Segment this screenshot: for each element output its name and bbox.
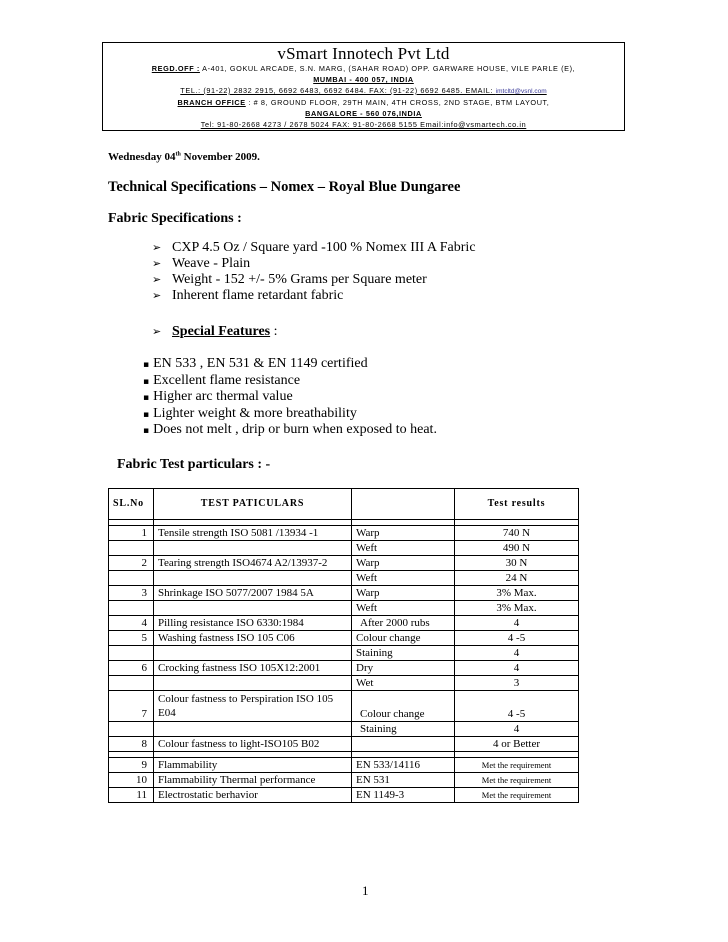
list-item: ▪ Higher arc thermal value bbox=[143, 389, 293, 404]
list-item: ➢ CXP 4.5 Oz / Square yard -100 % Nomex III A Fabric bbox=[152, 240, 476, 255]
arrow-bullet-icon: ➢ bbox=[152, 273, 162, 286]
square-bullet-icon: ▪ bbox=[143, 360, 150, 370]
header-result: Test results bbox=[455, 489, 579, 520]
special-features-label: Special Features bbox=[172, 324, 271, 339]
list-item: ▪ Does not melt , drip or burn when exposed to heat. bbox=[143, 422, 437, 437]
fabric-test-heading: Fabric Test particulars : - bbox=[117, 457, 271, 472]
branch-city: BANGALORE - 560 076,INDIA bbox=[305, 109, 422, 118]
branch-label: BRANCH OFFICE bbox=[177, 98, 246, 107]
letterhead bbox=[102, 42, 625, 131]
regd-label: REGD.OFF : bbox=[151, 64, 200, 73]
table-row: 3 Shrinkage ISO 5077/2007 1984 5A Warp 3% Max. bbox=[109, 586, 579, 601]
table-row: 4 Pilling resistance ISO 6330:1984 After 2000 rubs 4 bbox=[109, 616, 579, 631]
fabric-specs-list bbox=[152, 240, 476, 304]
square-bullet-icon: ▪ bbox=[143, 376, 150, 387]
branch-contact-line bbox=[103, 119, 624, 130]
fabric-test-table bbox=[108, 488, 579, 803]
table-row: 7 Colour fastness to Perspiration ISO 105 E04 Colour change 4 -5 bbox=[109, 691, 579, 722]
table-row: 9 Flammability EN 533/14116 Met the requirement bbox=[109, 758, 579, 773]
special-features-heading: ➢ Special Features : bbox=[152, 324, 278, 339]
tel-line bbox=[103, 85, 624, 97]
table-row: 8 Colour fastness to light-ISO105 B02 4 or Better bbox=[109, 737, 579, 752]
branch-address: : # 8, GROUND FLOOR, 29TH MAIN, 4TH CROSS, 2ND STAGE, BTM LAYOUT, bbox=[245, 98, 550, 107]
arrow-bullet-icon: ➢ bbox=[152, 241, 162, 254]
date-sup: th bbox=[175, 151, 181, 158]
table-row: Weft 3% Max. bbox=[109, 601, 579, 616]
email-link[interactable]: imtcltd@vsnl.com bbox=[495, 88, 547, 95]
list-item: ▪ Lighter weight & more breathability bbox=[143, 405, 357, 421]
tel-text: TEL.: (91-22) 2832 2915, 6692 6483, 6692 6484. FAX: (91-22) 6692 6485. EMAIL: bbox=[180, 86, 496, 95]
branch-office-line bbox=[103, 97, 624, 108]
arrow-bullet-icon: ➢ bbox=[152, 289, 162, 302]
table-row: 5 Washing fastness ISO 105 C06 Colour change 4 -5 bbox=[109, 631, 579, 646]
registered-office-line bbox=[103, 63, 624, 74]
city-line bbox=[103, 74, 624, 85]
company-name: vSmart Innotech Pvt Ltd bbox=[277, 44, 450, 63]
table-row: Staining 4 bbox=[109, 722, 579, 737]
square-bullet-icon: ▪ bbox=[143, 426, 150, 436]
table-header-row bbox=[109, 489, 579, 520]
table-row: 6 Crocking fastness ISO 105X12:2001 Dry 4 bbox=[109, 661, 579, 676]
date-prefix: Wednesday 04 bbox=[108, 151, 176, 163]
header-test: TEST PATICULARS bbox=[154, 489, 352, 520]
table-row: 10 Flammability Thermal performance EN 531 Met the requirement bbox=[109, 773, 579, 788]
header-sl: SL.No bbox=[109, 489, 154, 520]
table-row: Staining 4 bbox=[109, 646, 579, 661]
header-condition bbox=[352, 489, 455, 520]
regd-address: A-401, GOKUL ARCADE, S.N. MARG, (SAHAR ROAD) OPP. GARWARE HOUSE, VILE PARLE (E), bbox=[199, 64, 576, 73]
branch-contact: Tel: 91-80-2668 4273 / 2678 5024 FAX: 91-80-2668 5155 Email:info@vsmartech.co.in bbox=[200, 120, 527, 129]
list-item: ➢ Weave - Plain bbox=[152, 256, 251, 271]
list-item: ▪ EN 533 , EN 531 & EN 1149 certified bbox=[143, 356, 368, 371]
arrow-bullet-icon: ➢ bbox=[152, 325, 162, 338]
document-title: Technical Specifications – Nomex – Royal Blue Dungaree bbox=[108, 179, 461, 195]
table-row: Wet 3 bbox=[109, 676, 579, 691]
table-row: 11 Electrostatic berhavior EN 1149-3 Met the requirement bbox=[109, 788, 579, 803]
branch-city-line bbox=[103, 108, 624, 119]
list-item: ▪ Excellent flame resistance bbox=[143, 372, 301, 388]
fabric-specs-heading: Fabric Specifications : bbox=[108, 211, 242, 226]
table-row: 1 Tensile strength ISO 5081 /13934 -1 Warp 740 N bbox=[109, 526, 579, 541]
table-row: Weft 24 N bbox=[109, 571, 579, 586]
table-row: Weft 490 N bbox=[109, 541, 579, 556]
document-date bbox=[108, 151, 260, 163]
special-features-list bbox=[143, 356, 437, 439]
page-number: 1 bbox=[362, 883, 369, 898]
arrow-bullet-icon: ➢ bbox=[152, 257, 162, 270]
list-item: ➢ Weight - 152 +/- 5% Grams per Square meter bbox=[152, 272, 427, 287]
square-bullet-icon: ▪ bbox=[143, 393, 150, 403]
date-suffix: November 2009. bbox=[180, 151, 260, 163]
square-bullet-icon: ▪ bbox=[143, 409, 150, 420]
city-text: MUMBAI - 400 057, INDIA bbox=[313, 75, 414, 84]
table-row: 2 Tearing strength ISO4674 A2/13937-2 Warp 30 N bbox=[109, 556, 579, 571]
list-item: ➢ Inherent flame retardant fabric bbox=[152, 288, 344, 303]
